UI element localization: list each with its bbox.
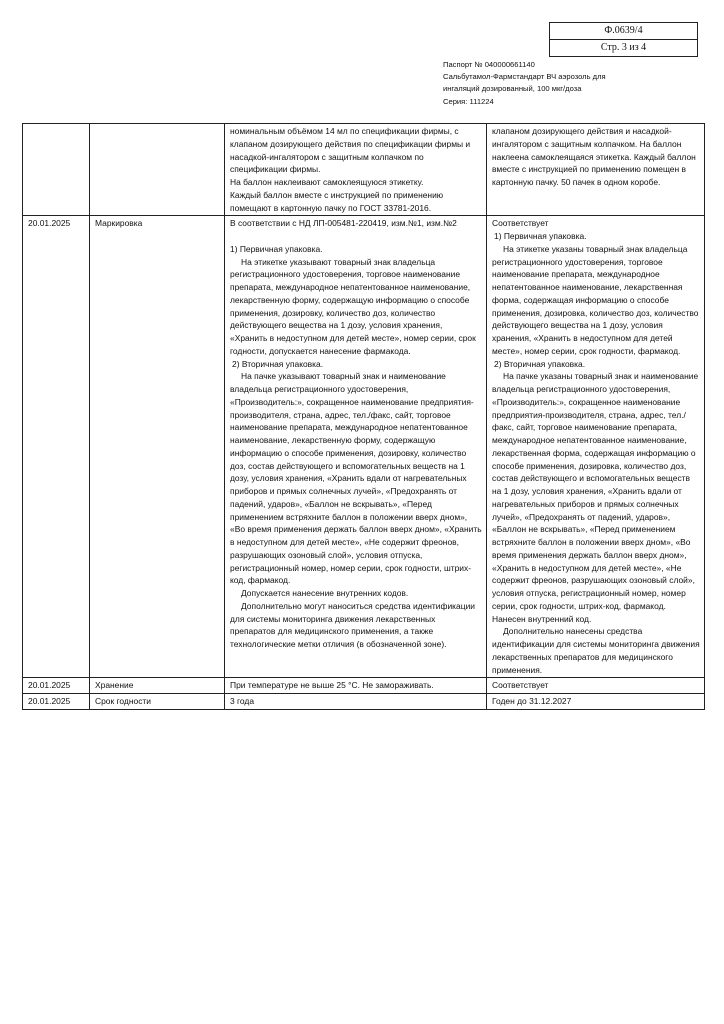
requirement-cell bbox=[225, 216, 487, 678]
result-paragraph: На этикетке указаны товарный знак владельца регистрационного удостоверения, торговое наименование препарата, международное непатентованное наименование, лекарственная форма, содержащая информацию о способе применения, дозировка, количество доз, количество действующего вещества на 1 дозу, условия хранения, «Хранить в недоступном для детей месте», номер серии, срок годности, фармакод. bbox=[492, 243, 699, 356]
requirement-cell bbox=[225, 678, 487, 694]
requirement-paragraph: При температуре не выше 25 °С. Не замораживать. bbox=[230, 680, 434, 691]
date-cell: 20.01.2025 bbox=[23, 678, 90, 694]
requirement-paragraph: На баллон наклеивают самоклеящуюся этикетку. bbox=[230, 177, 424, 187]
requirement-paragraph: На этикетке указывают товарный знак владельца регистрационного удостоверения, торговое наименование препарата, международное непатентованное наименование, лекарственную форму, содержащую информацию о способе применения, дозировку, количество доз, количество действующего вещества на 1 дозу, условия хранения, «Хранить в недоступном для детей месте», номер серии, срок годности, допускается нанесение фармакода. bbox=[230, 256, 476, 356]
result-paragraph: Дополнительно нанесены средства идентификации для системы мониторинга движения лекарственных препаратов для медицинского применения. bbox=[492, 626, 700, 675]
result-cell bbox=[487, 216, 705, 678]
analysis-table bbox=[22, 123, 705, 710]
requirement-paragraph: Дополнительно могут наноситься средства идентификации для системы мониторинга движения лекарственных препаратов для медицинского применения, а также технологические метки отличия (в обозначенной зоне). bbox=[230, 600, 475, 649]
table-row bbox=[23, 216, 705, 678]
series-number: Серия: 111224 bbox=[443, 96, 494, 106]
result-paragraph: 1) Первичная упаковка. bbox=[494, 231, 587, 241]
result-paragraph: 2) Вторичная упаковка. bbox=[494, 358, 586, 369]
result-cell bbox=[487, 694, 705, 710]
table-row bbox=[23, 124, 705, 216]
result-cell bbox=[487, 678, 705, 694]
requirement-paragraph: 1) Первичная упаковка. bbox=[230, 243, 323, 254]
indicator-cell: Хранение bbox=[90, 678, 225, 694]
form-code-box bbox=[549, 22, 698, 57]
result-paragraph: На пачке указаны товарный знак и наименование владельца регистрационного удостоверения, «Производитель:», сокращенное наименование предприятия-производителя, страна, адрес, тел./факс, сайт, торговое наименование препарата, международное непатентованное наименование, лекарственная форма, содержащая информацию о способе применения, дозировка, количество доз, состав действующего и вспомогательных веществ на 1 дозу, условия хранения, «Хранить вдали от нагревательных приборов и прямых солнечных лучей», «Предохранять от падений, ударов», «Баллон не вскрывать», «Перед применением встряхните баллон в положении вверх дном», «Во время применения держать баллон вверх дном», «Хранить в недоступном для детей месте», «Не содержит фреонов, разрушающих озоновый слой», условия отпуска, регистрационный номер, номер серии, срок годности, штрих-код, фармакод. bbox=[492, 371, 699, 611]
result-paragraph: клапаном дозирующего действия и насадкой-ингалятором с защитным колпачком. На баллон наклеена самоклеящаяся этикетка. Каждый баллон вместе с инструкцией по применению помещен в картонную пачку. 50 пачек в одном коробе. bbox=[492, 126, 696, 187]
requirement-paragraph: Допускается нанесение внутренних кодов. bbox=[241, 588, 409, 598]
passport-number: Паспорт № 040000661140 bbox=[443, 60, 535, 69]
product-name-line1: Сальбутамол-Фармстандарт ВЧ аэрозоль для bbox=[443, 72, 606, 82]
table-row bbox=[23, 694, 705, 710]
indicator-cell: Маркировка bbox=[90, 216, 225, 678]
blank-line bbox=[230, 230, 482, 243]
date-cell: 20.01.2025 bbox=[23, 216, 90, 678]
date-cell: 20.01.2025 bbox=[23, 694, 90, 710]
requirement-paragraph: Каждый баллон вместе с инструкцией по применению помещают в картонную пачку по ГОСТ 33781-2016. bbox=[230, 189, 444, 213]
passport-header bbox=[443, 59, 713, 108]
requirement-paragraph: 3 года bbox=[230, 696, 255, 706]
requirement-paragraph: 2) Вторичная упаковка. bbox=[232, 358, 324, 369]
requirement-paragraph: В соответствии с НД ЛП-005481-220419, изм.№1, изм.№2 bbox=[230, 218, 457, 229]
date-cell bbox=[23, 124, 90, 216]
result-paragraph: Соответствует bbox=[492, 680, 549, 691]
requirement-cell bbox=[225, 124, 487, 216]
result-paragraph: Годен до 31.12.2027 bbox=[492, 696, 572, 706]
result-paragraph: Нанесен внутренний код. bbox=[492, 613, 592, 624]
indicator-cell: Срок годности bbox=[90, 694, 225, 710]
page-number: Стр. 3 из 4 bbox=[550, 39, 697, 56]
requirement-paragraph: На пачке указывают товарный знак и наименование владельца регистрационного удостоверения, «Производитель:», сокращенное наименование предприятия-производителя, страна, адрес, тел./факс, сайт, торговое наименование препарата, международное непатентованное наименование, лекарственную форму, содержащую информацию о способе применения, дозировку, количество доз, состав действующего и вспомогательных веществ на 1 дозу, условия хранения, «Хранить вдали от нагревательных приборов и прямых солнечных лучей», «Предохранять от падений, ударов», «Баллон не вскрывать», «Перед применением встряхните баллон в положении вверх дном», «Во время применения держать баллон вверх дном», «Хранить в недоступном для детей месте», «Не содержит фреонов, разрушающих озоновый слой», условия отпуска, регистрационный номер, номер серии, срок годности, штрих-код, фармакод. bbox=[230, 371, 482, 586]
form-code: Ф.0639/4 bbox=[604, 25, 643, 36]
result-cell bbox=[487, 124, 705, 216]
requirement-paragraph: номинальным объёмом 14 мл по спецификации фирмы, с клапаном дозирующего действия по спецификации фирмы и насадкой-ингалятором с защитным колпачком по спецификации фирмы. bbox=[230, 126, 471, 175]
result-paragraph: Соответствует bbox=[492, 218, 549, 229]
indicator-cell bbox=[90, 124, 225, 216]
table-row bbox=[23, 678, 705, 694]
product-name-line2: ингаляций дозированный, 100 мкг/доза bbox=[443, 84, 582, 94]
requirement-cell bbox=[225, 694, 487, 710]
